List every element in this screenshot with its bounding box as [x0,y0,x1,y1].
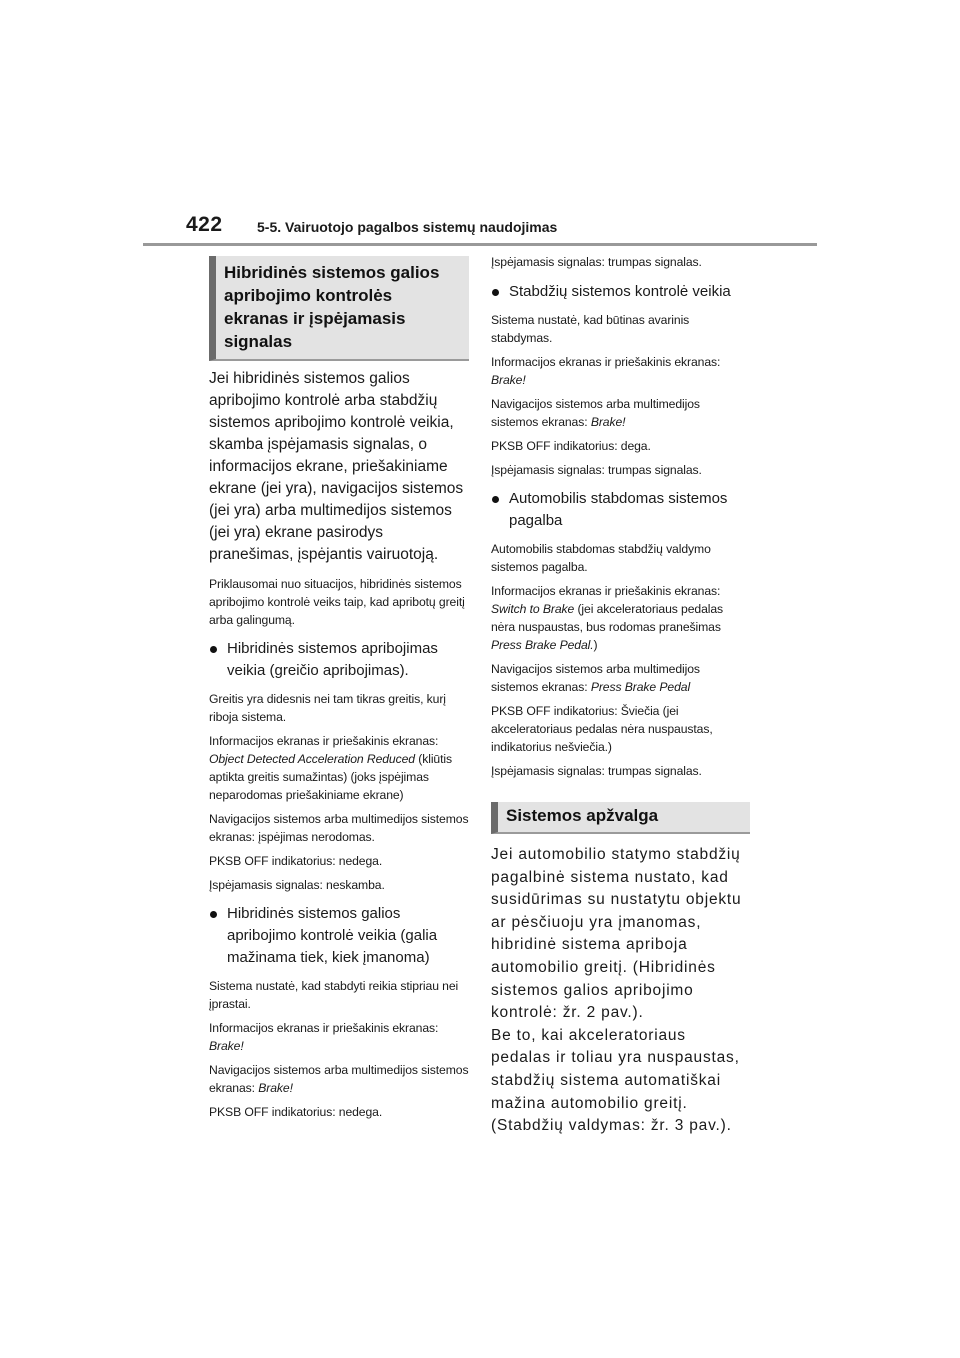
bullet-brake-control [491,281,750,303]
intro-paragraph: Jei hibridinės sistemos galios apribojimo kontrolė arba stabdžių sistemos apribojimo kontrolė veikia, skamba įspėjamasis signalas, o informacijos ekrane, priešakiniame ekrane (jei yra), navigacijos sistemos (jei yra) arba multimedijos sistemos (jei yra) ekrane pasirodys pranešimas, įspėjantis vairuotoją. [209,370,464,563]
info-line: PKSB OFF indikatorius: dega. [491,439,651,453]
info-line [491,395,750,431]
bullet-icon [492,289,499,296]
info-line: Sistema nustatė, kad stabdyti reikia stipriau nei įprastai. [209,979,459,1011]
display-message: Switch to Brake [491,602,575,616]
left-column [209,256,469,1121]
info-label: Informacijos ekranas ir priešakinis ekranas: [491,355,721,369]
info-line: Įspėjamasis signalas: trumpas signalas. [491,764,702,778]
info-line [491,582,750,654]
display-message: Press Brake Pedal [590,680,691,694]
display-message: Object Detected Acceleration Reduced [209,752,415,766]
display-message: Brake! [258,1081,293,1095]
bullet-icon [210,646,217,653]
overview-paragraph: Jei automobilio statymo stabdžių pagalbinė sistema nustato, kad susidūrimas su nustatytu objektu ar pėsčiuoju yra įmanomas, hibridinė sistema apriboja automobilio greitį. (Hibridinės sistemos galios apribojimo kontrolė: žr. 2 pav.). Be to, kai akceleratoriaus pedalas ir toliau yra nuspaustas, stabdžių sistema automatiškai mažina automobilio greitį. (Stabdžių valdymas: žr. 3 pav.). [491,846,742,1135]
bullet-system-braking [491,488,750,532]
info-text: (kliūtis aptikta greitis sumažintas) (joks įspėjimas neparodomas priešakiniame ekrane) [209,752,452,802]
info-line [209,1061,469,1097]
info-line: Automobilis stabdomas stabdžių valdymo sistemos pagalba. [491,542,711,574]
bullet-title: Hibridinės sistemos apribojimas veikia (greičio apribojimas). [227,640,438,679]
bullet-title: Stabdžių sistemos kontrolė veikia [509,283,731,300]
bullet-power-limit [209,903,469,969]
right-column [491,253,750,1138]
info-label: Navigacijos sistemos arba multimedijos sistemos ekranas: [491,397,700,429]
display-message: Brake! [209,1039,244,1053]
info-line: PKSB OFF indikatorius: nedega. [209,1105,383,1119]
display-message: Press Brake Pedal. [491,638,594,652]
section-heading-overview: Sistemos apžvalga [491,802,750,834]
info-label: Informacijos ekranas ir priešakinis ekranas: [209,734,439,748]
info-line: Navigacijos sistemos arba multimedijos sistemos ekranas: įspėjimas nerodomas. [209,812,469,844]
bullet-title: Automobilis stabdomas sistemos pagalba [509,490,728,529]
header-rule [143,243,817,246]
info-text: ) [593,638,598,652]
info-line: Greitis yra didesnis nei tam tikras greitis, kurį riboja sistema. [209,692,446,724]
info-line [491,353,750,389]
info-line: PKSB OFF indikatorius: nedega. [209,854,383,868]
info-label: Informacijos ekranas ir priešakinis ekranas: [491,584,721,598]
note-paragraph: Priklausomai nuo situacijos, hibridinės sistemos apribojimo kontrolė veiks taip, kad apribotų greitį arba galingumą. [209,577,465,627]
info-line: Įspėjamasis signalas: neskamba. [209,878,385,892]
info-label: Navigacijos sistemos arba multimedijos sistemos ekranas: [209,1063,469,1095]
info-line [209,732,469,804]
info-line: Įspėjamasis signalas: trumpas signalas. [491,463,702,477]
display-message: Brake! [491,373,526,387]
section-heading-power-limit: Hibridinės sistemos galios apribojimo kontrolės ekranas ir įspėjamasis signalas [209,256,469,361]
page-number: 422 [186,213,223,236]
info-line: Įspėjamasis signalas: trumpas signalas. [491,255,702,269]
info-text: (jei akceleratoriaus pedalas nėra nuspaustas, bus rodomas pranešimas [491,602,724,634]
info-label: Navigacijos sistemos arba multimedijos sistemos ekranas: [491,662,700,694]
info-line [491,660,750,696]
bullet-speed-limit [209,638,469,682]
bullet-icon [492,496,499,503]
info-line [209,1019,469,1055]
info-label: Informacijos ekranas ir priešakinis ekranas: [209,1021,439,1035]
bullet-title: Hibridinės sistemos galios apribojimo kontrolė veikia (galia mažinama tiek, kiek įmanoma) [227,905,438,966]
info-line: PKSB OFF indikatorius: Šviečia (jei akceleratoriaus pedalas nėra nuspaustas, indikatorius nešviečia.) [491,704,713,754]
section-title: 5-5. Vairuotojo pagalbos sistemų naudojimas [257,219,558,235]
bullet-icon [210,911,217,918]
display-message: Brake! [590,415,626,429]
info-line: Sistema nustatė, kad būtinas avarinis stabdymas. [491,313,690,345]
